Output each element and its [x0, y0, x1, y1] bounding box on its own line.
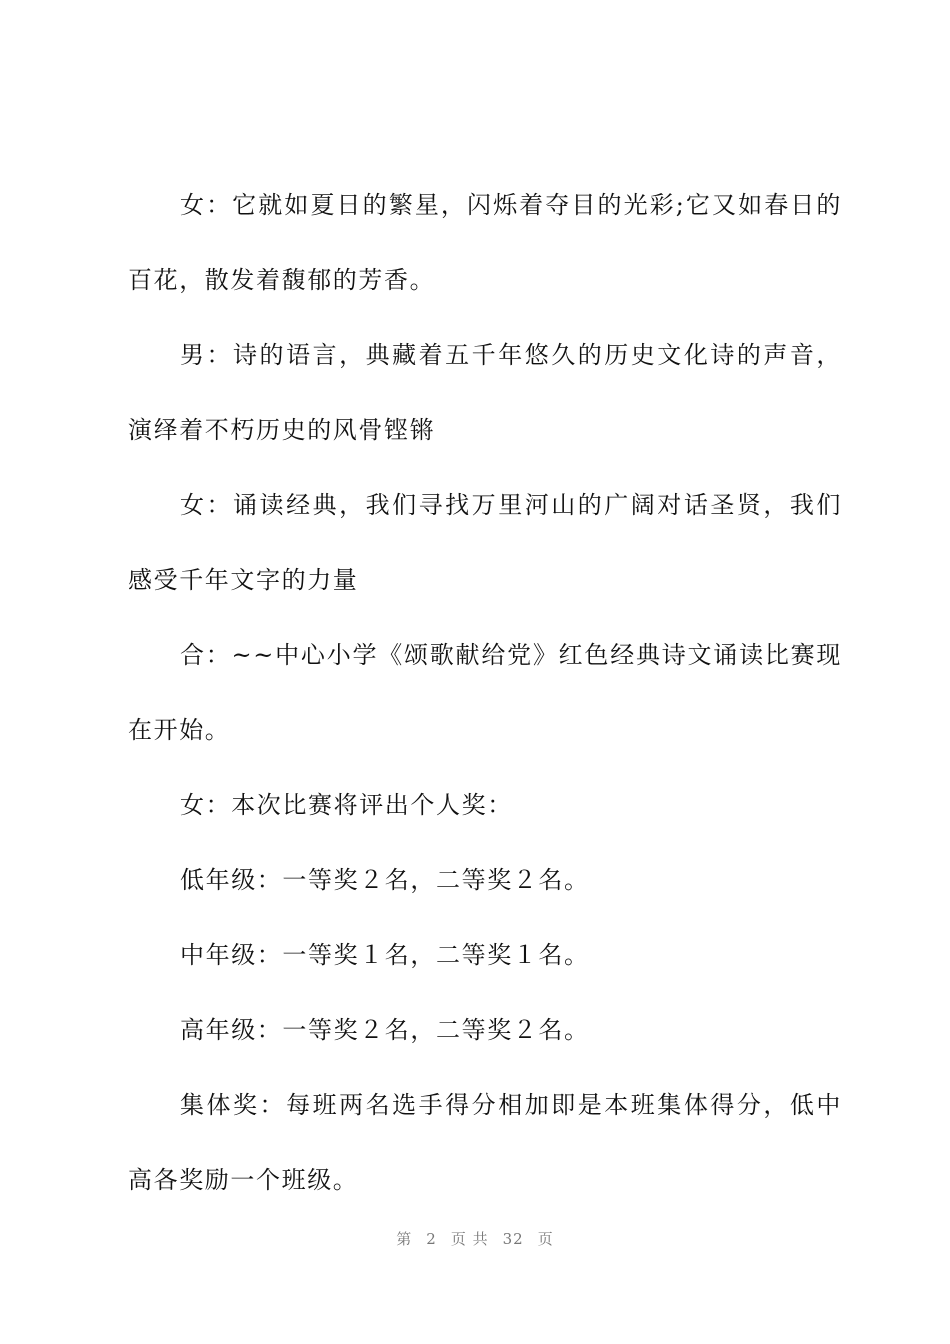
paragraph-opening-female: 女：它就如夏日的繁星，闪烁着夺目的光彩;它又如春日的百花，散发着馥郁的芳香。 — [128, 191, 842, 294]
footer-end-label: 页 — [537, 1230, 554, 1248]
paragraph-group-award: 集体奖：每班两名选手得分相加即是本班集体得分，低中高各奖励一个班级。 — [128, 1091, 842, 1194]
footer-total-pages: 32 — [502, 1230, 524, 1248]
paragraph-lower-grade-awards: 低年级：一等奖２名，二等奖２名。 — [180, 866, 590, 894]
paragraph-upper-grade-awards: 高年级：一等奖２名，二等奖２名。 — [180, 1016, 590, 1044]
document-body — [128, 168, 842, 1218]
paragraph-male: 男：诗的语言，典藏着五千年悠久的历史文化诗的声音，演绎着不朽历史的风骨铿锵 — [128, 341, 842, 444]
page-footer — [0, 1228, 950, 1249]
paragraph-female-reading: 女：诵读经典，我们寻找万里河山的广阔对话圣贤，我们感受千年文字的力量 — [128, 491, 842, 594]
footer-current-page: 2 — [426, 1230, 437, 1248]
paragraph-middle-grade-awards: 中年级：一等奖１名，二等奖１名。 — [180, 941, 590, 969]
paragraph-together-announcement: 合：~~中心小学《颂歌献给党》红色经典诗文诵读比赛现在开始。 — [128, 641, 842, 744]
footer-total-label: 页 共 — [450, 1230, 489, 1248]
footer-page-label: 第 — [396, 1230, 413, 1248]
paragraph-award-intro: 女：本次比赛将评出个人奖： — [180, 791, 513, 819]
